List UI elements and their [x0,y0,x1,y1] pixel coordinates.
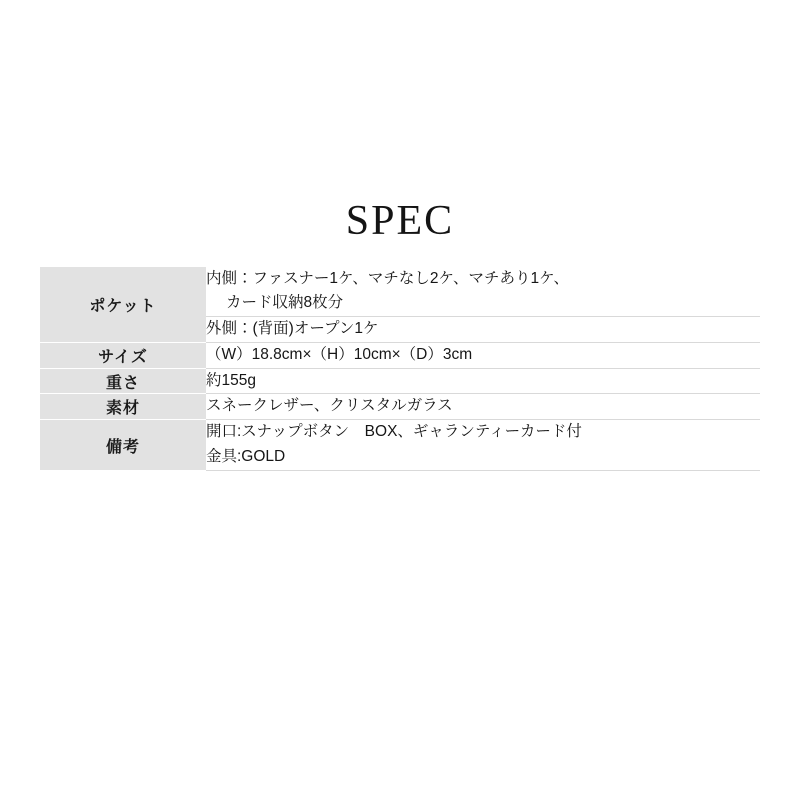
spec-row-value-size: （W）18.8cm×（H）10cm×（D）3cm [206,342,760,368]
spec-row-label-size: サイズ [40,342,206,368]
spec-row-label-material: 素材 [40,394,206,420]
table-row [40,267,760,317]
table-row [40,368,760,394]
spec-row-value-material: スネークレザー、クリスタルガラス [206,394,760,420]
spec-row-value-notes [206,420,760,471]
spec-row-value-pocket-inner [206,267,760,317]
spec-row-label-weight: 重さ [40,368,206,394]
spec-table [40,266,760,471]
spec-table-container [40,266,760,471]
pocket-inner-line2: カード収納8枚分 [226,294,344,312]
table-row [40,420,760,471]
spec-row-value-weight: 約155g [206,368,760,394]
spec-row-label-notes: 備考 [40,420,206,471]
table-row [40,342,760,368]
notes-line1: 開口:スナップボタン BOX、ギャランティーカード付 [206,423,582,441]
notes-line2: 金具:GOLD [206,448,286,466]
spec-row-value-pocket-outer: 外側：(背面)オープン1ケ [206,317,760,343]
page-title: SPEC [345,198,455,244]
pocket-inner-line1: 内側：ファスナー1ケ、マチなし2ケ、マチあり1ケ、 [206,269,569,287]
spec-row-label-pocket: ポケット [40,267,206,343]
table-row [40,394,760,420]
